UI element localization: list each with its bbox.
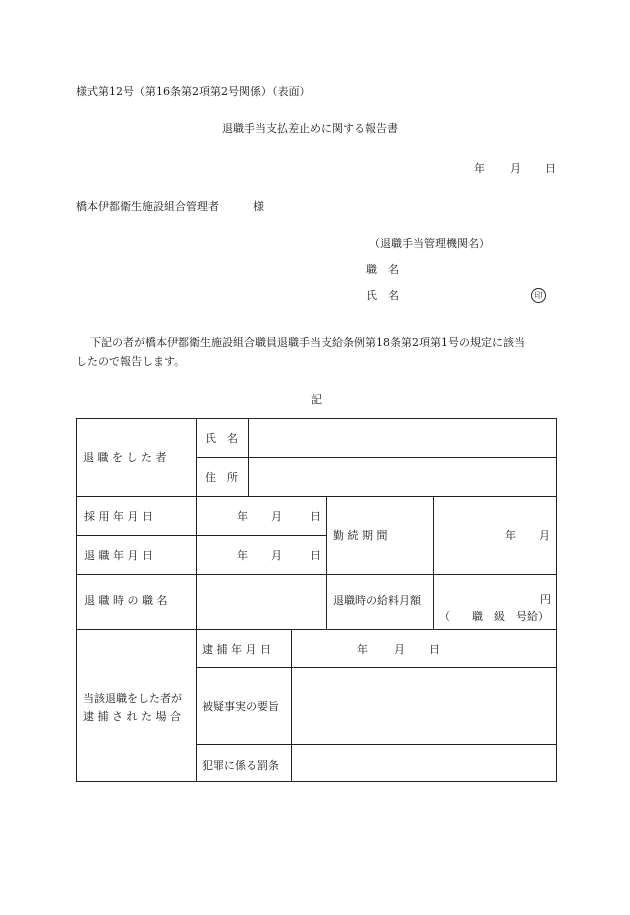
addressee: 橋本伊都衛生施設組合管理者	[76, 200, 219, 213]
service-year: 年	[505, 529, 516, 542]
crime-article-label: 犯罪に係る罰条	[202, 759, 279, 772]
retiree-label: 退 職 を し た 者	[83, 451, 167, 464]
name-label: 氏 名	[205, 432, 238, 445]
arrest-case-line-2: 逮 捕 さ れ た 場 合	[83, 710, 181, 723]
table-line	[77, 574, 556, 575]
hire-day: 日	[310, 510, 321, 523]
hire-year: 年	[237, 510, 248, 523]
ki-heading: 記	[311, 393, 322, 406]
hire-month: 月	[271, 510, 282, 523]
table-line	[248, 419, 249, 496]
address-label: 住 所	[205, 471, 238, 484]
arrest-date-label: 逮 捕 年 月 日	[202, 643, 271, 656]
table-line	[196, 419, 197, 496]
report-table	[76, 418, 557, 782]
sender-name-label: 氏 名	[366, 289, 399, 302]
table-line	[196, 496, 197, 629]
table-line	[77, 629, 556, 630]
table-line	[196, 667, 557, 668]
suspect-facts-label: 被疑事実の要旨	[202, 700, 279, 713]
sender-org-label: （退職手当管理機関名）	[369, 237, 490, 250]
arrest-month: 月	[394, 643, 405, 656]
date-year-label: 年	[474, 162, 485, 175]
seal-icon: 印	[531, 288, 546, 303]
retire-day: 日	[310, 549, 321, 562]
hire-date-label: 採 用 年 月 日	[84, 510, 153, 523]
sender-position-label: 職 名	[366, 263, 399, 276]
service-period-label: 勤 続 期 間	[333, 529, 388, 542]
service-month: 月	[539, 529, 550, 542]
page-title: 退職手当支払差止めに関する報告書	[222, 122, 398, 135]
body-line-1: 下記の者が橋本伊都衛生施設組合職員退職手当支給条例第18条第2項第1号の規定に該当	[90, 336, 525, 349]
table-line	[326, 496, 327, 629]
position-label: 退 職 時 の 職 名	[84, 594, 168, 607]
date-day-label: 日	[545, 162, 556, 175]
table-line	[196, 744, 557, 745]
table-line	[77, 535, 326, 536]
date-month-label: 月	[510, 162, 521, 175]
form-number: 様式第12号（第16条第2項第2号関係）（表面）	[76, 85, 311, 98]
arrest-day: 日	[429, 643, 440, 656]
table-line	[433, 496, 434, 629]
arrest-year: 年	[357, 643, 368, 656]
grade-text: （ 職 級 号給）	[439, 610, 549, 623]
retire-month: 月	[271, 549, 282, 562]
retire-date-label: 退 職 年 月 日	[84, 549, 153, 562]
arrest-case-line-1: 当該退職をした者が	[83, 692, 182, 705]
retire-year: 年	[237, 549, 248, 562]
table-line	[196, 629, 197, 782]
salary-label: 退職時の給料月額	[333, 594, 421, 607]
yen-label: 円	[540, 593, 551, 606]
table-line	[291, 629, 292, 782]
table-line	[77, 496, 556, 497]
table-line	[196, 457, 557, 458]
body-line-2: したので報告します。	[76, 355, 186, 368]
honorific: 様	[253, 200, 264, 213]
